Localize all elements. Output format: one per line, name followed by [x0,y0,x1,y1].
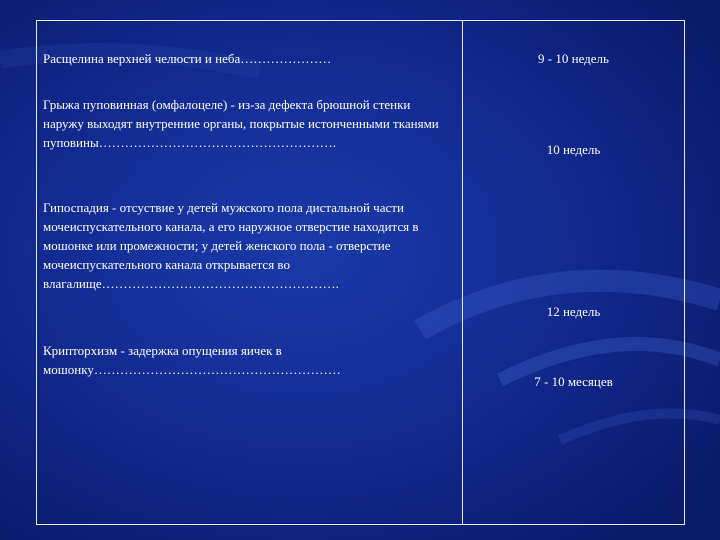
row-3-condition: Гипоспадия - отсуствие у детей мужского пола дистальной части мочеиспускательного канала, а его наружное отверстие находится в мошонке или промежности; у детей женского пола - отверстие мочеиспускательного канала открывается во влагалище………………………………………………. [43,200,419,291]
row-1-condition: Расщелина верхней челюсти и неба………………… [43,51,332,66]
row-2-term: 10 недель [546,142,601,157]
column-divider [462,20,463,525]
row-4-condition: Крипторхизм - задержка опущения яичек в мошонку………………………………………………… [43,343,341,377]
row-1-term: 9 - 10 недель [538,51,609,66]
row-3-term: 12 недель [546,304,601,319]
row-4-term: 7 - 10 месяцев [534,374,613,389]
row-2-condition: Грыжа пуповинная (омфалоцеле) - из-за дефекта брюшной стенки наружу выходят внутренние органы, покрытые истонченными тканями пуповины………………………………………………. [43,97,439,150]
